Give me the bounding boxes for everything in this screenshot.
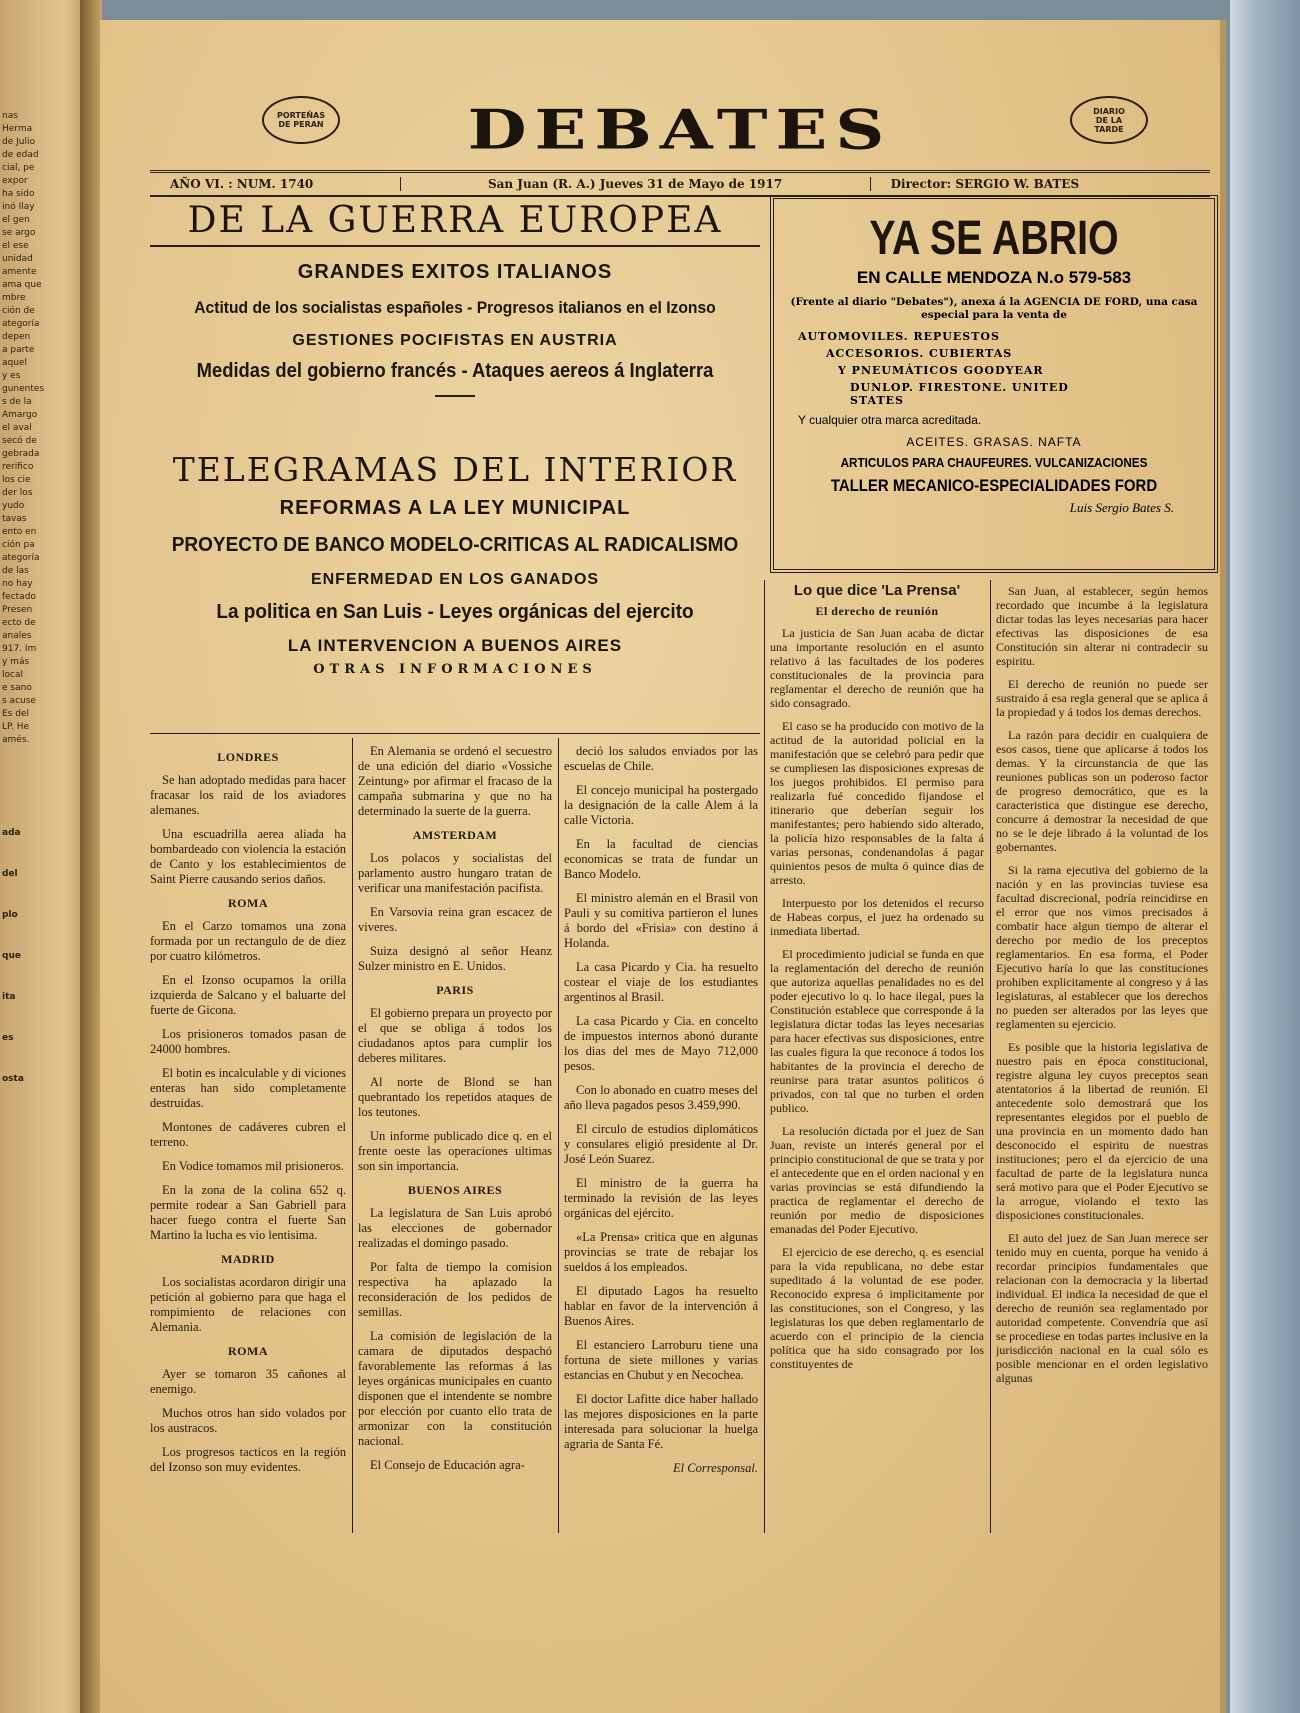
article-paragraph: Interpuesto por los detenidos el recurso de Habeas corpus, el juez ha ordenado su inmediata libertad.: [770, 896, 984, 938]
ad-line9: ARTICULOS PARA CHAUFEURES. VULCANIZACIONES: [840, 455, 1148, 470]
article-paragraph: deció los saludos enviados por las escuelas de Chile.: [564, 744, 758, 773]
previous-page-fragment: local: [2, 670, 23, 680]
previous-page-fragment: es: [2, 1033, 14, 1043]
book-binding-background: [1230, 0, 1300, 1713]
article-paragraph: La resolución dictada por el juez de San Juan, reviste un interés general por el principio constitucional de que se trata y por el antecedente que en el orden nacional y en varias provincias se está difundiendo la practica de reglamentar el derecho de reunión por medio de disposiciones emanadas del Poder Ejecutivo.: [770, 1124, 984, 1236]
previous-page-fragment: ita: [2, 992, 16, 1002]
article-paragraph: En la zona de la colina 652 q. permite rodear a San Gabriell para hacer fuego contra el fuerte San Martino la lucha es vio lentisima.: [150, 1183, 346, 1242]
previous-page-fragment: Es del: [2, 709, 29, 719]
previous-page-fragment: cial, pe: [2, 163, 35, 173]
previous-page-fragment: der los: [2, 488, 33, 498]
article-paragraph: El Consejo de Educación agra-: [370, 1458, 525, 1472]
column-rule-4: [990, 580, 991, 1533]
previous-page-fragment: nas: [2, 111, 18, 121]
previous-page-fragment: ento en: [2, 527, 37, 537]
previous-page-fragment: inó Ilay: [2, 202, 35, 212]
previous-page-fragment: s de la: [2, 397, 32, 407]
section-dateline: ROMA: [228, 1344, 268, 1358]
article-paragraph: El diputado Lagos ha resuelto hablar en favor de la intervención á Buenos Aires.: [564, 1284, 758, 1328]
section-dateline: LONDRES: [217, 750, 279, 764]
article-paragraph: Una escuadrilla aerea aliada ha bombardeado con violencia la estación de Canto y los establecimientos de Saint Pierre causando serios daños.: [150, 827, 346, 886]
ad-signature: Luis Sergio Bates S.: [1069, 500, 1174, 515]
stamp-right-text-3: TARDE: [1094, 124, 1124, 134]
article-paragraph: Los prisioneros tomados pasan de 24000 hombres.: [150, 1027, 346, 1056]
article-paragraph: Ayer se tomaron 35 cañones al enemigo.: [150, 1367, 346, 1396]
article-paragraph: El estanciero Larroburu tiene una fortuna de siete millones y varias estancias en Chubut y en Necochea.: [564, 1338, 758, 1382]
article-paragraph: Montones de cadáveres cubren el terreno.: [150, 1120, 346, 1149]
article-paragraph: La casa Picardo y Cia. en concelto de impuestos internos abonó durante los dias del mes de Mayo 712,000 pesos.: [564, 1014, 758, 1073]
previous-page-fragment: rerifico: [2, 462, 34, 472]
article-paragraph: Con lo abonado en cuatro meses del año lleva pagados pesos 3.459,990.: [564, 1083, 758, 1112]
previous-page-fragment: e sano: [2, 683, 32, 693]
ad-line2: (Frente al diario "Debates"), anexa á la AGENCIA DE FORD, una casa especial para la venta de: [790, 296, 1198, 321]
issue-number: AÑO VI. : NUM. 1740: [150, 177, 401, 191]
section-dateline: AMSTERDAM: [412, 828, 498, 842]
previous-page-fragment: se argo: [2, 228, 36, 238]
ad-line6: DUNLOP. FIRESTONE. UNITED STATES: [850, 381, 1069, 407]
previous-page-fragment: anales: [2, 631, 32, 641]
column-3: [564, 744, 758, 1534]
newspaper-page: [100, 20, 1226, 1713]
column-heading: Lo que dice 'La Prensa': [793, 584, 961, 599]
previous-page-fragment: Presen: [2, 605, 33, 615]
previous-page-fragment: y es: [2, 371, 21, 381]
previous-page-fragment: a parte: [2, 345, 35, 355]
previous-page-fragment: osta: [2, 1074, 24, 1084]
previous-page-fragment: de Julio: [2, 137, 35, 147]
ad-title: YA SE ABRIO: [869, 212, 1119, 265]
article-paragraph: El procedimiento judicial se funda en que la reglamentación del derecho de reunión que autoriza aquellas penalidades no es del poder ejecutivo lo q. lo hace ilegal, pues la Constitución establece que corresponde á la legislatura dictar todas las leyes necesarias para hacer efectivas sus disposiciones, entre las cuales figura la que reconoce á todos los habitantes de la provincia el derecho de reunirse para tratar asuntos politicos ó privados, con tal que no turben el orden publico.: [770, 947, 984, 1115]
column-1: [150, 744, 346, 1534]
article-paragraph: Si la rama ejecutiva del gobierno de la nación y en las provincias tuviese esa facultad discrecional, podría reincidirse en el error que nos vimos precisados á combatir hace algun tiempo de alterar el derecho por medio de los preceptos reglamentarios. En esa forma, el Poder Ejecutivo haría lo que las constituciones prohiben explicitamente al congreso y á las legislaturas, al establecer que los derechos no pueden ser alterados por las leyes que reglamenten su ejercicio.: [996, 863, 1208, 1031]
issue-info-bar: [150, 170, 1210, 197]
masthead-stamp-right: [1070, 96, 1148, 144]
headline-int-sub5: LA INTERVENCION A BUENOS AIRES: [287, 636, 623, 655]
article-paragraph: El gobierno prepara un proyecto por el que se obliga á todos los ciudadanos aptos para cumplir los deberes militares.: [358, 1006, 552, 1065]
headline-war-sub2: Actitud de los socialistas españoles - Progresos italianos en el Izonso: [194, 298, 716, 317]
article-paragraph: El auto del juez de San Juan merece ser tenido muy en cuenta, porque ha venido á recordar principios fundamentales que relacionan con la democracia y la libertad individual. El indica la necesidad de que el derecho de reunión sea reglamentado por autoridad competente. Convendría que así se procediese en todas partes inclusive en la jurisdicción nacional en la cual sólo es posible mencionar en el orden legislativo algunas: [996, 1231, 1208, 1385]
previous-page-fragment: ecto de: [2, 618, 36, 628]
article-paragraph: El concejo municipal ha postergado la designación de la calle Alem á la calle Victoria.: [564, 783, 758, 827]
article-paragraph: En el Carzo tomamos una zona formada por un rectangulo de de diez por cuatro kilómetros.: [150, 919, 346, 963]
previous-page-fragment: ategoría: [2, 553, 40, 563]
stamp-left-text-2: DE PERAN: [278, 120, 324, 129]
article-paragraph: Por falta de tiempo la comision respectiva ha aplazado la reconsideración de los pedidos de semillas.: [358, 1260, 552, 1319]
stamp-right-text-1: DIARIO: [1093, 106, 1125, 116]
stamp-right-text-2: DE LA: [1095, 115, 1123, 125]
previous-page-fragment: amés.: [2, 735, 30, 745]
previous-page-fragment: Amargo: [2, 410, 38, 420]
section-dateline: PARIS: [436, 983, 474, 997]
previous-page-fragment: ción de: [2, 306, 35, 316]
previous-page-fragment: ha sido: [2, 189, 35, 199]
article-paragraph: El derecho de reunión no puede ser sustraido á esa regla general que se aplica á la propiedad y á todos los demas derechos.: [996, 677, 1208, 719]
ad-line3: AUTOMOVILES. REPUESTOS: [798, 330, 1000, 343]
previous-page-fragment: gunentes: [2, 384, 45, 394]
article-paragraph: En Alemania se ordenó el secuestro de una edición del diario «Vossiche Zeintung» por afirmar el fracaso de la campaña submarina y que no ha determinado la suerte de la guerra.: [358, 744, 552, 818]
war-headlines: [150, 200, 760, 397]
previous-page-fragments-lower: [0, 827, 92, 1086]
previous-page-fragment: s acuse: [2, 696, 36, 706]
article-paragraph: El caso se ha producido con motivo de la actitud de la autoridad policial en la manifestación que se celebró para pedir que se cumpliesen las disposiciones expresas de los juegos prohibidos. El permiso para realizarla fué concedido fijandose el itinerario que deberían seguir los manifestantes; pero habiendo sido alterado, la policía hizo responsables de la falta á varias personas, condenandolas á pagar quinientos pesos de multa ó quince dias de arresto.: [770, 719, 984, 887]
column-2: [358, 744, 552, 1534]
section-dateline: MADRID: [221, 1252, 275, 1266]
article-paragraph: Los progresos tacticos en la región del Izonso son muy evidentes.: [150, 1445, 346, 1474]
stamp-left-text-1: PORTEÑAS: [276, 111, 326, 120]
article-paragraph: En la facultad de ciencias economicas se trata de fundar un Banco Modelo.: [564, 837, 758, 881]
interior-headlines: [150, 450, 760, 677]
article-paragraph: El circulo de estudios diplomáticos y consulares eligió presidente al Dr. José León Suarez.: [564, 1122, 758, 1166]
previous-page-fragment: secó de: [2, 436, 37, 446]
column-rule-2: [558, 738, 559, 1533]
headline-war: DE LA GUERRA EUROPEA: [150, 200, 760, 247]
previous-page-fragment: amente: [2, 267, 37, 277]
headline-war-sub4: Medidas del gobierno francés - Ataques aereos á Inglaterra: [196, 360, 714, 382]
article-paragraph: En Varsovia reina gran escacez de viveres.: [358, 905, 552, 934]
column-4: [770, 584, 984, 1534]
previous-page-fragment: ada: [2, 828, 21, 838]
article-paragraph: La razón para decidir en cualquiera de esos casos, tiene que aplicarse á todos los demas. Y la circunstancia de que las reuniones publicas son un poderoso factor de progreso democrático, que es la caracteristica que distingue ese derecho, concurre á demostrar la necesidad de que no se le deje librado á la voluntad de los gobernantes.: [996, 728, 1208, 854]
headline-int-sub1: REFORMAS A LA LEY MUNICIPAL: [279, 497, 631, 519]
headline-int-sub3: ENFERMEDAD EN LOS GANADOS: [310, 571, 600, 588]
article-paragraph: La justicia de San Juan acaba de dictar una importante resolución en el asunto relativo á las facultades de los poderes constitucionales de la provincia para reglamentar el derecho de reunión que ha sido consagrado.: [770, 626, 984, 710]
article-paragraph: El botin es incalculable y di viciones enteras han sido completamente destruidas.: [150, 1066, 346, 1110]
headline-int-sub4: La politica en San Luis - Leyes orgánicas del ejercito: [216, 601, 694, 623]
ad-line8: ACEITES. GRASAS. NAFTA: [906, 435, 1082, 449]
previous-page-fragment: los cie: [2, 475, 31, 485]
previous-page-fragment: depen: [2, 332, 31, 342]
dateline: San Juan (R. A.) Jueves 31 de Mayo de 1917: [401, 177, 871, 191]
headline-interior: TELEGRAMAS DEL INTERIOR: [172, 450, 738, 489]
article-paragraph: En Vodice tomamos mil prisioneros.: [162, 1159, 344, 1173]
previous-page-fragment: Herma: [2, 124, 33, 134]
article-paragraph: «La Prensa» critica que en algunas provincias se trate de rebajar los sueldos á los empleados.: [564, 1230, 758, 1274]
previous-page-fragment: y más: [2, 657, 30, 667]
article-paragraph: La casa Picardo y Cia. ha resuelto costear el viaje de los estudiantes argentinos al Brasil.: [564, 960, 758, 1004]
ad-line4: ACCESORIOS. CUBIERTAS: [826, 347, 1013, 360]
ad-line10: TALLER MECANICO-ESPECIALIDADES FORD: [830, 476, 1158, 495]
previous-page-fragment: el gen: [2, 215, 30, 225]
correspondent-signature: El Corresponsal.: [673, 1461, 758, 1475]
section-dateline: ROMA: [228, 896, 268, 910]
article-paragraph: Los polacos y socialistas del parlamento austro hungaro tratan de verificar una manifestación pacifista.: [358, 851, 552, 895]
ad-line7: Y cualquier otra marca acreditada.: [798, 413, 982, 427]
column-rule-3: [764, 580, 765, 1533]
previous-page-fragment: 917. Im: [2, 644, 37, 654]
article-paragraph: San Juan, al establecer, según hemos recordado que incumbe á la legislatura dictar todas las leyes necesarias para hacer efectivas las disposiciones de esa Constitución sin alterar ni contradecir su espiritu.: [996, 584, 1208, 668]
article-paragraph: El doctor Lafitte dice haber hallado las mejores disposiciones en la parte interesada para solucionar la huelga agraria de Santa Fé.: [564, 1392, 758, 1451]
previous-page-fragment: aquel: [2, 358, 27, 368]
rule-under-headlines: [150, 733, 760, 734]
book-spine: [80, 0, 102, 1713]
previous-page-fragment: que: [2, 951, 21, 961]
previous-page-fragment: no hay: [2, 579, 33, 589]
previous-page-fragment: el ese: [2, 241, 29, 251]
article-paragraph: Es posible que la historia legislativa de nuestro pais en época constitucional, registre alguna ley cuyos preceptos sean atentatorios á la libertad de reunión. El antecedente solo demostrará que los representantes elegidos por el pueblo de una provincia en un momento dado han desconocido el espiritu de nuestras instituciones; pero el da ejercicio de una facultad de parte de la legislatura nunca será motivo para que el Poder Ejecutivo se la arrogue, violando el texto las disposiciones constitucionales.: [996, 1040, 1208, 1222]
previous-page-fragment: yudo: [2, 501, 25, 511]
previous-page-fragment: tavas: [2, 514, 27, 524]
ad-line5: Y PNEUMÁTICOS GOODYEAR: [838, 364, 1044, 377]
previous-page-fragment: fectado: [2, 592, 36, 602]
previous-page-fragment: expor: [2, 176, 28, 186]
article-paragraph: La legislatura de San Luis aprobó las elecciones de gobernador realizadas el domingo pasado.: [358, 1206, 552, 1250]
column-5: [996, 584, 1208, 1534]
previous-page-fragment: de las: [2, 566, 29, 576]
column-rule-1: [352, 738, 353, 1533]
article-paragraph: Suiza designó al señor Heanz Sulzer ministro en E. Unidos.: [358, 944, 552, 973]
previous-page-fragment: unidad: [2, 254, 33, 264]
section-dateline: BUENOS AIRES: [407, 1183, 503, 1197]
headline-war-sub1: GRANDES EXITOS ITALIANOS: [297, 261, 613, 283]
previous-page-fragment: ama que: [2, 280, 42, 290]
headline-war-sub3: GESTIONES POCIFISTAS EN AUSTRIA: [292, 332, 618, 349]
article-paragraph: Un informe publicado dice q. en el frente oeste las operaciones ultimas son sin importancia.: [358, 1129, 552, 1173]
article-paragraph: Al norte de Blond se han quebrantado los repetidos ataques de los teutones.: [358, 1075, 552, 1119]
director: Director: SERGIO W. BATES: [890, 177, 1080, 191]
previous-page-fragment: plo: [2, 910, 18, 920]
section-dateline: El derecho de reunión: [815, 604, 939, 618]
advertisement-box: [770, 195, 1218, 573]
headline-divider: [435, 395, 475, 397]
previous-page-fragment: ategoría: [2, 319, 40, 329]
previous-page-fragment: mbre: [2, 293, 26, 303]
previous-page-fragment: el aval: [2, 423, 32, 433]
article-paragraph: El ministro de la guerra ha terminado la revisión de las leyes orgánicas del ejército.: [564, 1176, 758, 1220]
article-paragraph: Los socialistas acordaron dirigir una petición al gobierno para que haga el rompimiento de relaciones con Alemania.: [150, 1275, 346, 1334]
headline-int-sub2: PROYECTO DE BANCO MODELO-CRITICAS AL RADICALISMO: [171, 534, 739, 556]
article-paragraph: En el Izonso ocupamos la orilla izquierda de Salcano y el baluarte del fuerte de Gicona.: [150, 973, 346, 1017]
article-paragraph: Muchos otros han sido volados por los austracos.: [150, 1406, 346, 1435]
previous-page-fragments: [0, 110, 92, 747]
previous-page-fragment: del: [2, 869, 18, 879]
ad-line1: EN CALLE MENDOZA N.o 579-583: [856, 268, 1132, 287]
previous-page-fragment: LP. He: [2, 722, 30, 732]
previous-page-fragment: de edad: [2, 150, 39, 160]
article-paragraph: Se han adoptado medidas para hacer fracasar los raid de los aviadores alemanes.: [150, 773, 346, 817]
article-paragraph: La comisión de legislación de la camara de diputados despachó favorablemente las reformas á las leyes orgánicas municipales en cuanto disponen que el intendente se nombre por elección por cuanto ello trata de armonizar con la constitución nacional.: [358, 1329, 552, 1448]
previous-page-fragment: ción pa: [2, 540, 35, 550]
previous-page-fragment: gebrada: [2, 449, 40, 459]
headline-int-sub6: OTRAS INFORMACIONES: [313, 662, 597, 677]
newspaper-title: DEBATES: [467, 98, 893, 162]
article-paragraph: El ejercicio de ese derecho, q. es esencial para la vida republicana, no debe estar supeditado á la voluntad de ese poder. Reconocido expresa ó implicitamente por las constituciones, son el Congreso, y las legislaturas los que deben reglamentarlo de acuerdo con el principio de la ciencia política que ha sido consagrado por los constituyentes de: [770, 1245, 984, 1371]
article-paragraph: El ministro alemán en el Brasil von Pauli y su comitiva partieron el lunes á bordo del «Frisia» con destino á Holanda.: [564, 891, 758, 950]
masthead: [150, 90, 1210, 160]
